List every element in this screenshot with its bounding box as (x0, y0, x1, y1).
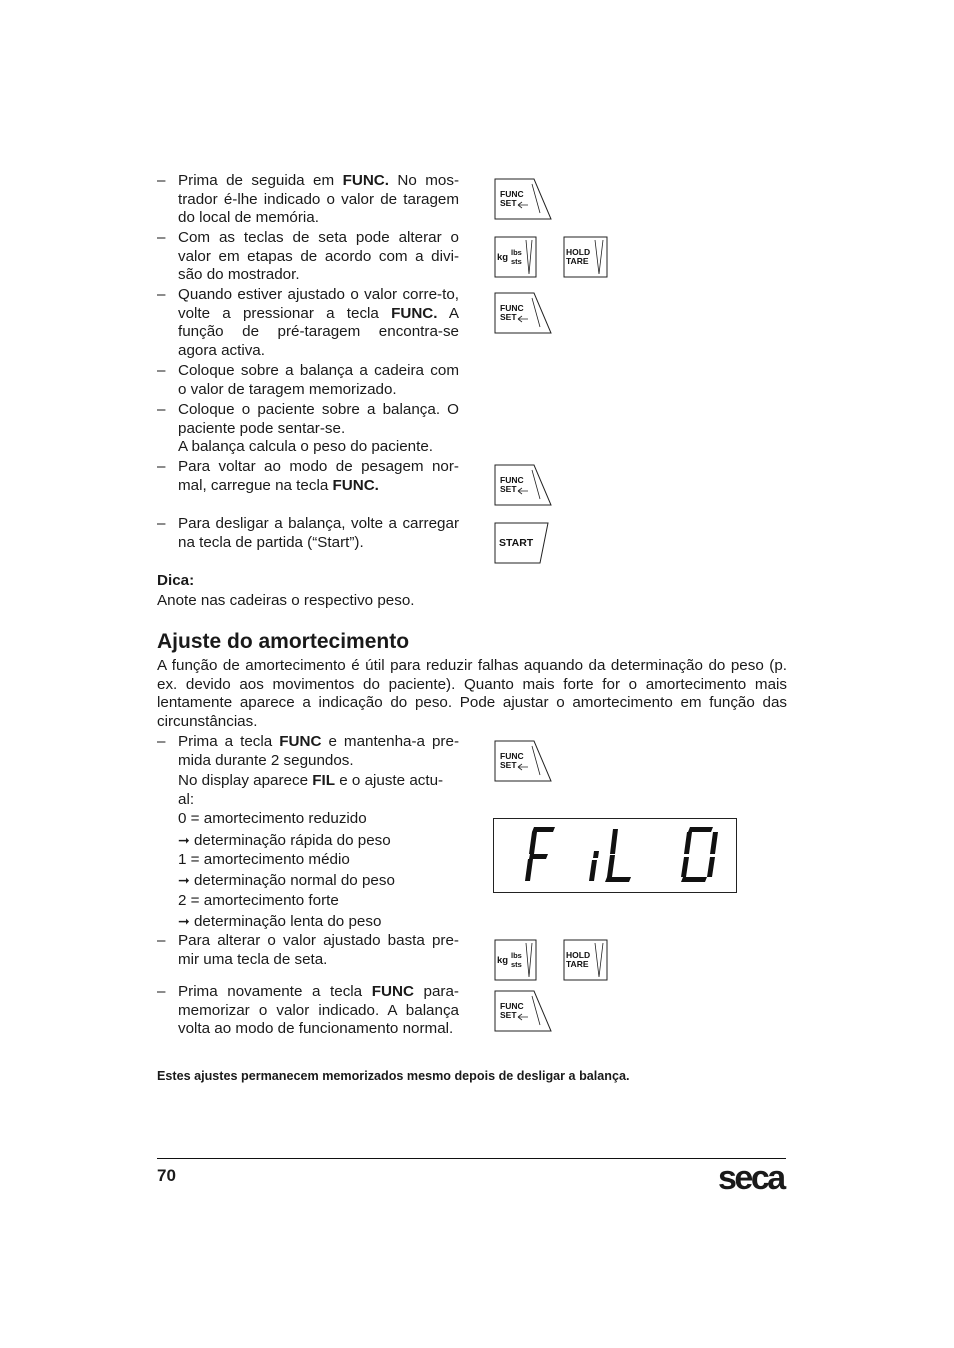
step-func-memory: – Prima de seguida em FUNC. No mos-trador é-lhe indicado o valor de taragem do local de memória. (157, 172, 460, 227)
arrow-right-icon: ➞ (178, 872, 190, 888)
svg-text:FUNC: FUNC (500, 189, 524, 199)
step-func-save: – Prima novamente a tecla FUNC para-memorizar o valor indicado. A balança volta ao modo de funcionamento normal. (157, 983, 459, 1038)
unit-key[interactable] (494, 236, 538, 278)
step-return-normal: – Para voltar ao modo de pesagem nor-mal, carregue na tecla FUNC. (157, 458, 459, 494)
svg-text:TARE: TARE (566, 959, 589, 969)
svg-text:sts: sts (511, 257, 522, 266)
svg-text:SET: SET (500, 1010, 517, 1020)
arrow-right-icon: ➞ (178, 913, 190, 929)
svg-text:FUNC: FUNC (500, 751, 524, 761)
result-2: ➞ determinação lenta do peso (178, 913, 382, 930)
arrow-right-icon: ➞ (178, 832, 190, 848)
result-1: ➞ determinação normal do peso (178, 872, 395, 889)
tip-text: Anote nas cadeiras o respectivo peso. (157, 592, 415, 609)
memory-note: Estes ajustes permanecem memorizados mesmo depois de desligar a balança. (157, 1069, 630, 1083)
seca-logo: seca (718, 1159, 784, 1197)
svg-text:HOLD: HOLD (566, 950, 591, 960)
lcd-display (493, 818, 737, 893)
page-number: 70 (157, 1166, 176, 1185)
svg-text:lbs: lbs (511, 951, 522, 960)
option-1: 1 = amortecimento médio (178, 851, 350, 868)
step-change-value: – Para alterar o valor ajustado basta pre-mir uma tecla de seta. (157, 932, 459, 968)
hold-tare-key[interactable] (563, 939, 609, 981)
step-hold-func: – Prima a tecla FUNC e mantenha-a pre-mida durante 2 segundos. (157, 733, 459, 769)
unit-key[interactable] (494, 939, 538, 981)
svg-text:kg: kg (497, 955, 509, 966)
func-set-key[interactable] (494, 292, 552, 334)
func-set-key[interactable] (494, 990, 552, 1032)
svg-text:FUNC: FUNC (500, 1001, 524, 1011)
section-title: Ajuste do amortecimento (157, 630, 410, 653)
svg-text:TARE: TARE (566, 256, 589, 266)
svg-text:SET: SET (500, 484, 517, 494)
step-switch-off: – Para desligar a balança, volte a carregar na tecla de partida (“Start”). (157, 515, 459, 551)
func-set-key[interactable] (494, 464, 552, 506)
display-fil-text: No display aparece FIL e o ajuste actu-al: (178, 772, 444, 808)
step-arrow-keys: – Com as teclas de seta pode alterar o valor em etapas de acordo com a divi-são do mostrador. (157, 229, 459, 284)
result-0: ➞ determinação rápida do peso (178, 832, 391, 849)
hold-tare-key[interactable] (563, 236, 609, 278)
fil-0-readout (494, 819, 736, 892)
footer-rule (157, 1158, 786, 1159)
svg-text:FUNC: FUNC (500, 303, 524, 313)
section-intro: A função de amortecimento é útil para reduzir falhas aquando da determinação do peso (p. ex. devido aos movimentos do paciente). Quanto mais forte for o amortecimento mais lentamente aparece a indicação do peso. Pode ajustar o amortecimento em função das circunstâncias. (157, 657, 787, 730)
option-2: 2 = amortecimento forte (178, 892, 339, 909)
step-place-patient: – Coloque o paciente sobre a balança. O paciente pode sentar-se. A balança calcula o peso do paciente. (157, 401, 459, 456)
svg-text:HOLD: HOLD (566, 247, 591, 257)
func-set-key[interactable] (494, 740, 552, 782)
option-0: 0 = amortecimento reduzido (178, 810, 367, 827)
func-set-key[interactable] (494, 178, 552, 220)
svg-text:FUNC: FUNC (500, 475, 524, 485)
start-key[interactable] (494, 522, 550, 564)
svg-text:SET: SET (500, 760, 517, 770)
svg-text:START: START (499, 537, 534, 549)
step-func-confirm: – Quando estiver ajustado o valor corre-to, volte a pressionar a tecla FUNC. A função de pré-taragem encontra-se agora activa. (157, 286, 459, 359)
step-place-chair: – Coloque sobre a balança a cadeira com o valor de taragem memorizado. (157, 362, 459, 398)
svg-text:SET: SET (500, 312, 517, 322)
tip-label: Dica: (157, 572, 195, 589)
svg-text:SET: SET (500, 198, 517, 208)
svg-text:kg: kg (497, 252, 509, 263)
svg-text:sts: sts (511, 960, 522, 969)
svg-text:lbs: lbs (511, 248, 522, 257)
